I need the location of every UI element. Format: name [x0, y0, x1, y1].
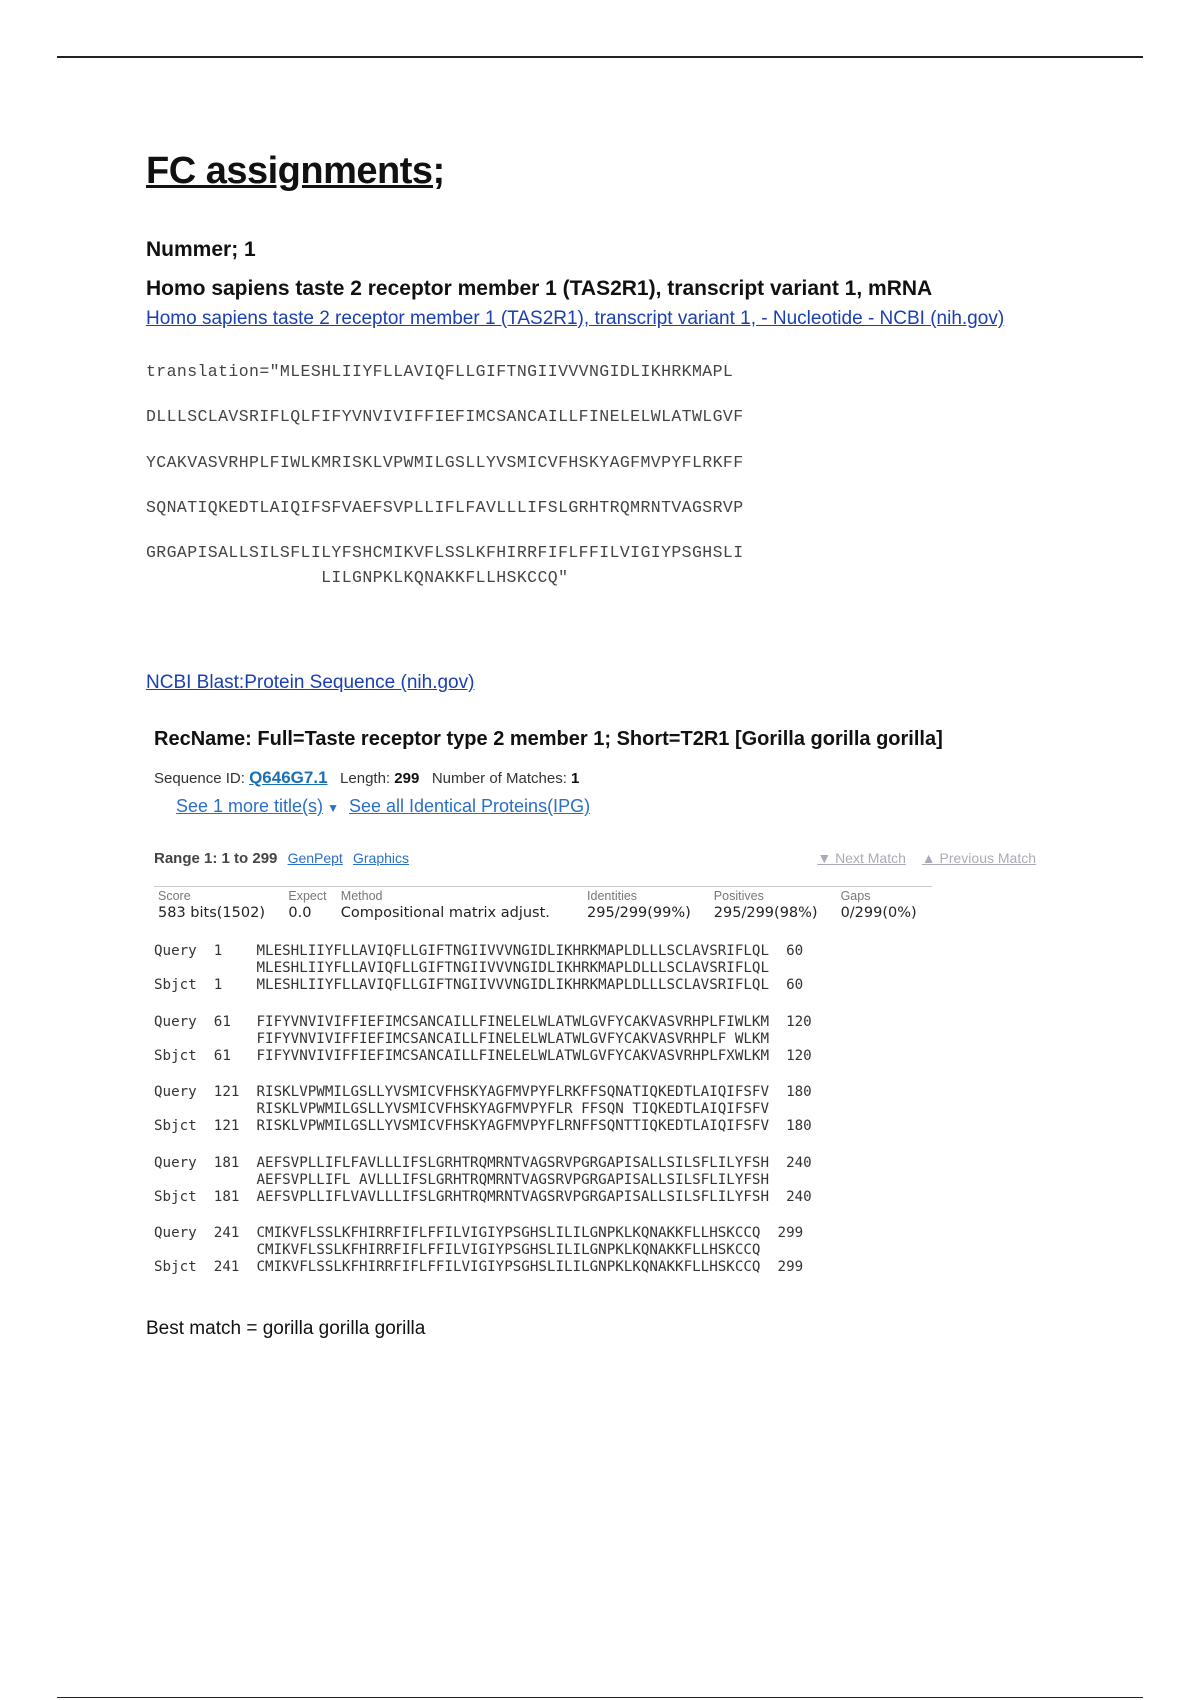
nummer-heading: Nummer; 1 [146, 238, 256, 261]
previous-match-link[interactable]: ▲ Previous Match [921, 850, 1036, 866]
see-more-titles-link[interactable]: See 1 more title(s) [176, 796, 324, 816]
query-line: Query 61 FIFYVNVIVIFFIEFIMCSANCAILLFINELELWLATWLGVFYCAKVASVRHPLFIWLKM 120 [154, 1014, 812, 1030]
seq-id-link[interactable]: Q646G7.1 [249, 768, 328, 787]
translation-line: SQNATIQKEDTLAIQIFSFVAEFSVPLLIFLFAVLLLIFSLGRHTRQMRNTVAGSRVP [146, 498, 744, 517]
sequence-info [154, 768, 579, 788]
matches-label: Number of Matches: [431, 770, 567, 787]
title-links [176, 796, 590, 817]
query-line: Query 181 AEFSVPLLIFLFAVLLLIFSLGRHTRQMRNTVAGSRVPGRGAPISALLSILSFLILYFSH 240 [154, 1155, 812, 1171]
query-line: Query 1 MLESHLIIYFLLAVIQFLLGIFTNGIIVVVNGIDLIKHRKMAPLDLLLSCLAVSRIFLQL 60 [154, 943, 804, 959]
range-label: Range 1: 1 to 299 [154, 850, 278, 867]
stats-header-row [154, 887, 932, 903]
graphics-link[interactable]: Graphics [353, 850, 410, 866]
ncbi-nucleotide-link[interactable]: Homo sapiens taste 2 receptor member 1 (TAS2R1), transcript variant 1, - Nucleotide - NCBI (nih.gov) [146, 308, 1005, 329]
stats-table [154, 887, 932, 923]
alignment-block [154, 1014, 812, 1065]
alignment-stats [154, 886, 932, 923]
alignment-block [154, 1225, 803, 1276]
stats-header: Gaps [840, 889, 871, 903]
stats-value: 295/299(98%) [713, 905, 818, 921]
range-row [154, 850, 409, 867]
translation-line: GRGAPISALLSILSFLILYFSHCMIKVFLSSLKFHIRRFIFLFFILVIGIYPSGHSLI [146, 543, 744, 562]
alignment-block [154, 943, 803, 994]
translation-line: YCAKVASVRHPLFIWLKMRISKLVPWMILGSLLYVSMICVFHSKYAGFMVPYFLRKFF [146, 453, 744, 472]
best-match-note: Best match = gorilla gorilla gorilla [146, 1318, 426, 1339]
subject-heading: Homo sapiens taste 2 receptor member 1 (TAS2R1), transcript variant 1, mRNA [146, 277, 933, 300]
stats-header: Identities [587, 889, 638, 903]
seq-id-label: Sequence ID: [154, 770, 245, 787]
alignment-block [154, 1084, 812, 1135]
translation-line: LILGNPKLKQNAKKFLLHSKCCQ" [146, 568, 569, 587]
stats-value: Compositional matrix adjust. [340, 905, 550, 921]
top-rule [57, 56, 1143, 58]
stats-header: Expect [288, 889, 327, 903]
ncbi-blast-link[interactable]: NCBI Blast:Protein Sequence (nih.gov) [146, 672, 475, 693]
match-line: AEFSVPLLIFL AVLLLIFSLGRHTRQMRNTVAGSRVPGRGAPISALLSILSFLILYFSH [154, 1172, 769, 1188]
page-title: FC assignments; [146, 150, 445, 192]
stats-value: 0.0 [288, 905, 312, 921]
stats-value-row [154, 903, 932, 923]
next-match-link[interactable]: ▼ Next Match [817, 850, 906, 866]
subject-line: Sbjct 121 RISKLVPWMILGSLLYVSMICVFHSKYAGFMVPYFLRNFFSQNTTIQKEDTLAIQIFSFV 180 [154, 1118, 812, 1134]
translation-line: translation="MLESHLIIYFLLAVIQFLLGIFTNGIIVVVNGIDLIKHRKMAPL [146, 362, 734, 381]
translation-line: DLLLSCLAVSRIFLQLFIFYVNVIVIFFIEFIMCSANCAILLFINELELWLATWLGVF [146, 407, 744, 426]
match-navigation [805, 850, 1036, 866]
match-line: CMIKVFLSSLKFHIRRFIFLFFILVIGIYPSGHSLILILGNPKLKQNAKKFLLHSKCCQ [154, 1242, 761, 1258]
bottom-rule [57, 1697, 1143, 1698]
stats-header: Method [340, 889, 383, 903]
match-line: RISKLVPWMILGSLLYVSMICVFHSKYAGFMVPYFLR FFSQN TIQKEDTLAIQIFSFV [154, 1101, 769, 1117]
match-line: MLESHLIIYFLLAVIQFLLGIFTNGIIVVVNGIDLIKHRKMAPLDLLLSCLAVSRIFLQL [154, 960, 769, 976]
see-identical-proteins-link[interactable]: See all Identical Proteins(IPG) [348, 796, 591, 816]
rec-name: RecName: Full=Taste receptor type 2 member 1; Short=T2R1 [Gorilla gorilla gorilla] [154, 728, 943, 750]
stats-header: Positives [713, 889, 764, 903]
alignment-block [154, 1155, 812, 1206]
match-line: FIFYVNVIVIFFIEFIMCSANCAILLFINELELWLATWLGVFYCAKVASVRHPLF WLKM [154, 1031, 769, 1047]
stats-value: 583 bits(1502) [158, 905, 265, 921]
stats-value: 0/299(0%) [840, 905, 917, 921]
subject-line: Sbjct 61 FIFYVNVIVIFFIEFIMCSANCAILLFINELELWLATWLGVFYCAKVASVRHPLFXWLKM 120 [154, 1048, 812, 1064]
chevron-down-icon[interactable]: ▼ [327, 801, 339, 815]
subject-line: Sbjct 181 AEFSVPLLIFLVAVLLLIFSLGRHTRQMRNTVAGSRVPGRGAPISALLSILSFLILYFSH 240 [154, 1189, 812, 1205]
stats-value: 295/299(99%) [587, 905, 691, 921]
length-value: 299 [394, 770, 420, 787]
matches-value: 1 [571, 770, 580, 787]
query-line: Query 241 CMIKVFLSSLKFHIRRFIFLFFILVIGIYPSGHSLILILGNPKLKQNAKKFLLHSKCCQ 299 [154, 1225, 804, 1241]
subject-line: Sbjct 241 CMIKVFLSSLKFHIRRFIFLFFILVIGIYPSGHSLILILGNPKLKQNAKKFLLHSKCCQ 299 [154, 1259, 804, 1275]
genpept-link[interactable]: GenPept [287, 850, 343, 866]
query-line: Query 121 RISKLVPWMILGSLLYVSMICVFHSKYAGFMVPYFLRKFFSQNATIQKEDTLAIQIFSFV 180 [154, 1084, 812, 1100]
length-label: Length: [340, 770, 391, 787]
subject-line: Sbjct 1 MLESHLIIYFLLAVIQFLLGIFTNGIIVVVNGIDLIKHRKMAPLDLLLSCLAVSRIFLQL 60 [154, 977, 804, 993]
stats-header: Score [158, 889, 191, 903]
